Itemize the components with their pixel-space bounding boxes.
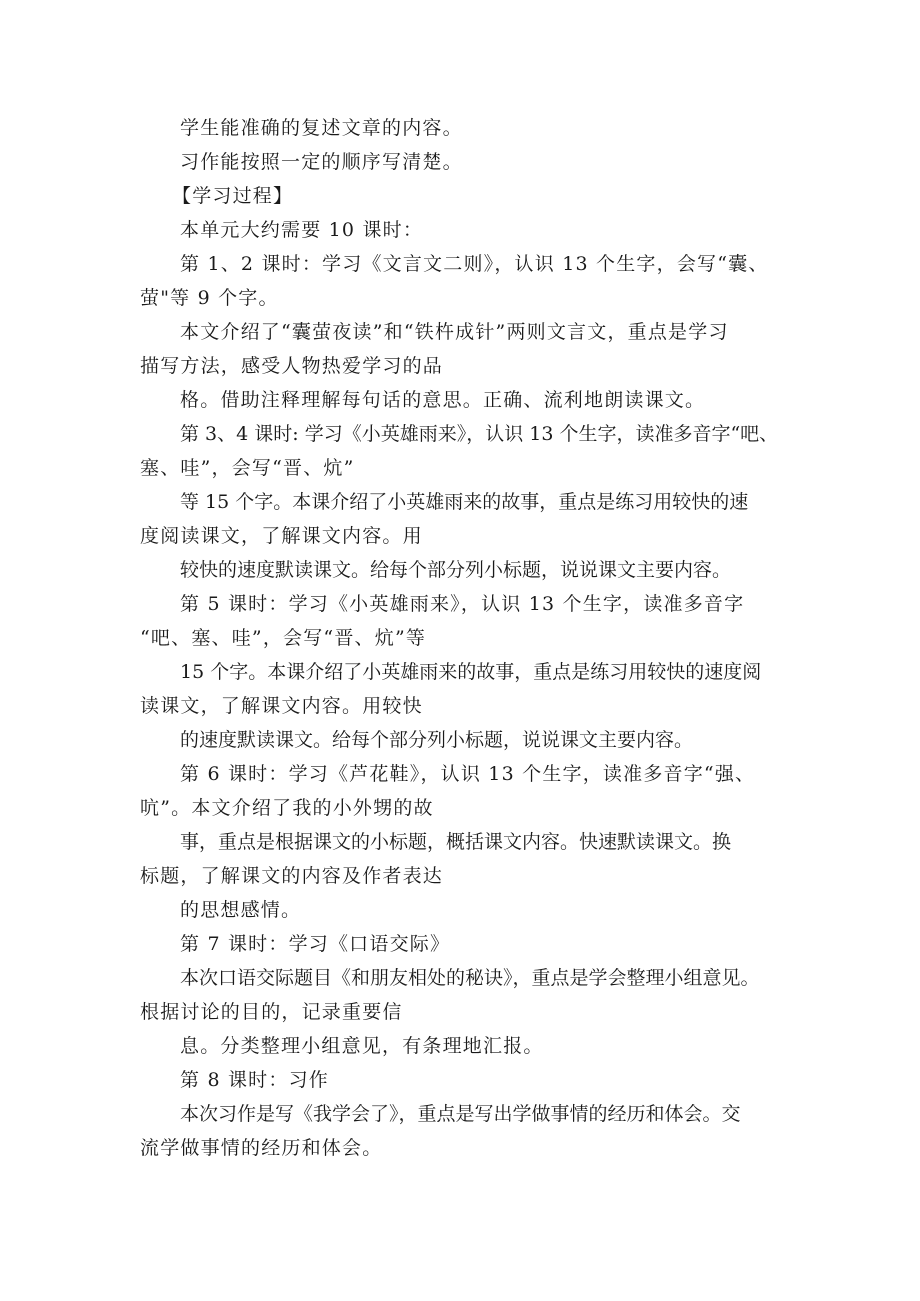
text-line: 本次口语交际题目《和朋友相处的秘诀》，重点是学会整理小组意见。: [180, 967, 760, 989]
text-line: 第 7 课时：学习《口语交际》: [180, 933, 451, 955]
text-line: 的思想感情。: [180, 899, 302, 921]
text-line: 格。借助注释理解每句话的意思。正确、流利地朗读课文。: [180, 389, 706, 411]
text-line: 本次习作是写《我学会了》，重点是写出学做事情的经历和体会。交: [180, 1103, 741, 1125]
text-line: 本单元大约需要 10 课时：: [180, 219, 424, 241]
text-line: 第 1、2 课时：学习《文言文二则》，认识 13 个生字，会写“囊、: [180, 253, 769, 275]
text-line: 读课文，了解课文内容。用较快: [140, 695, 423, 717]
text-line: 标题，了解课文的内容及作者表达: [140, 865, 444, 887]
text-line: 塞、哇”，会写“晋、炕”: [140, 457, 355, 479]
text-line: 学生能准确的复述文章的内容。: [180, 117, 463, 139]
text-line: 息。分类整理小组意见，有条理地汇报。: [180, 1035, 544, 1057]
text-line: 第 6 课时：学习《芦花鞋》，认识 13 个生字，读准多音字“强、: [180, 763, 756, 785]
text-line: 第 5 课时：学习《小英雄雨来》，认识 13 个生字，读准多音字: [180, 593, 745, 615]
text-line: 等 15 个字。本课介绍了小英雄雨来的故事，重点是练习用较快的速: [180, 491, 749, 513]
text-line: “吧、塞、哇”，会写“晋、炕”等: [140, 627, 427, 649]
text-line: 习作能按照一定的顺序写清楚。: [180, 151, 463, 173]
text-line: 描写方法，感受人物热爱学习的品: [140, 355, 444, 377]
text-line: 较快的速度默读课文。给每个部分列小标题，说说课文主要内容。: [180, 559, 732, 581]
text-line: 吭”。本文介绍了我的小外甥的故: [140, 797, 434, 819]
text-line: 度阅读课文，了解课文内容。用: [140, 525, 423, 547]
text-line: 萤"等 9 个字。: [140, 287, 279, 309]
text-line: 15 个字。本课介绍了小英雄雨来的故事，重点是练习用较快的速度阅: [180, 661, 762, 683]
text-line: 本文介绍了“囊萤夜读”和“铁杵成针”两则文言文，重点是学习: [180, 321, 729, 343]
text-line: 根据讨论的目的，记录重要信: [140, 1001, 403, 1023]
text-line: 流学做事情的经历和体会。: [140, 1137, 383, 1159]
text-line: 第 8 课时：习作: [180, 1069, 329, 1091]
section-heading: 【学习过程】: [172, 185, 294, 207]
text-line: 第 3、4 课时: 学习《小英雄雨来》，认识 13 个生字，读准多音字“吧、: [180, 423, 779, 445]
text-line: 的速度默读课文。给每个部分列小标题，说说课文主要内容。: [180, 729, 694, 751]
text-line: 事，重点是根据课文的小标题，概括课文内容。快速默读课文。换: [180, 831, 732, 853]
